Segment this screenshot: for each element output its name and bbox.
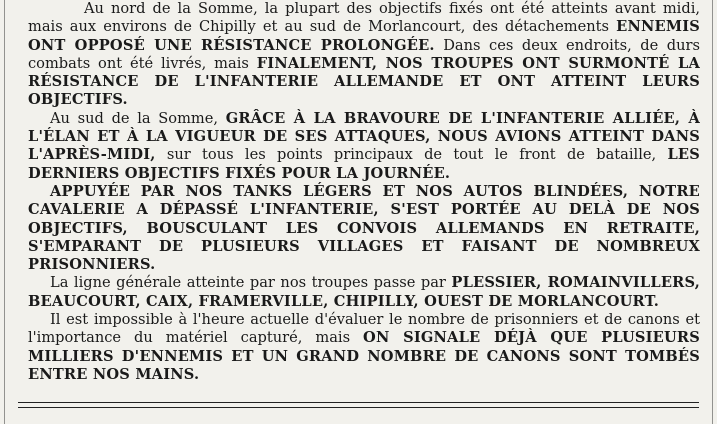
page-edge-left	[4, 0, 5, 424]
article-column	[28, 0, 700, 384]
caps-text-run: GRÂCE À LA BRAVOURE DE L'INFANTERIE ALLIÉE, À L'ÉLAN ET À LA VIGUEUR DE SES ATTAQUES, NOUS AVIONS ATTEINT DANS L'APRÈS-MIDI,	[28, 109, 700, 164]
caps-text-run: FINALEMENT, NOS TROUPES ONT SURMONTÉ LA RÉSISTANCE DE L'INFANTERIE ALLEMANDE ET ONT ATTEINT LEURS OBJECTIFS.	[28, 54, 700, 109]
paragraph-3	[28, 183, 700, 274]
paragraph-4	[28, 274, 700, 311]
text-run: Au sud de la Somme,	[50, 109, 226, 127]
paragraph-5	[28, 311, 700, 384]
text-run: La ligne générale atteinte par nos troupes passe par	[50, 274, 452, 292]
divider-line-bottom	[18, 407, 699, 408]
text-run: Au nord de la Somme, la plupart des objectifs fixés ont été atteints avant midi, mais aux environs de Chipilly et au sud de Morlancourt, des détachements	[28, 0, 700, 36]
divider-line-top	[18, 402, 699, 403]
caps-text-run: PLESSIER, ROMAINVILLERS, BEAUCOURT, CAIX, FRAMERVILLE, CHIPILLY, OUEST DE MORLANCOURT.	[28, 274, 700, 310]
section-divider	[18, 400, 699, 414]
caps-text-run: ON SIGNALE DÉJÀ QUE PLUSIEURS MILLIERS D'ENNEMIS ET UN GRAND NOMBRE DE CANONS SONT TOMBÉS ENTRE NOS MAINS.	[28, 329, 700, 383]
caps-text-run: LES DERNIERS OBJECTIFS FIXÉS POUR LA JOURNÉE.	[28, 146, 700, 182]
caps-text-run: APPUYÉE PAR NOS TANKS LÉGERS ET NOS AUTOS BLINDÉES, NOTRE CAVALERIE A DÉPASSÉ L'INFANTERIE, S'EST PORTÉE AU DELÀ DE NOS OBJECTIFS, BOUSCULANT LES CONVOIS ALLEMANDS EN RETRAITE, S'EMPARANT DE PLUSIEURS VILLAGES ET FAISANT DE NOMBREUX PRISONNIERS.	[28, 182, 700, 274]
paragraph-2	[28, 110, 700, 183]
text-run: Dans ces deux endroits, de durs combats ont été livrés, mais	[28, 36, 701, 72]
paragraph-1	[28, 0, 700, 110]
page-edge-right	[712, 0, 713, 424]
text-run: Il est impossible à l'heure actuelle d'évaluer le nombre de prisonniers et de canons et l'importance du matériel capturé, mais	[28, 311, 700, 347]
caps-text-run: ENNEMIS ONT OPPOSÉ UNE RÉSISTANCE PROLONGÉE.	[28, 18, 700, 54]
text-run: sur tous les points principaux de tout le front de bataille,	[155, 146, 668, 164]
